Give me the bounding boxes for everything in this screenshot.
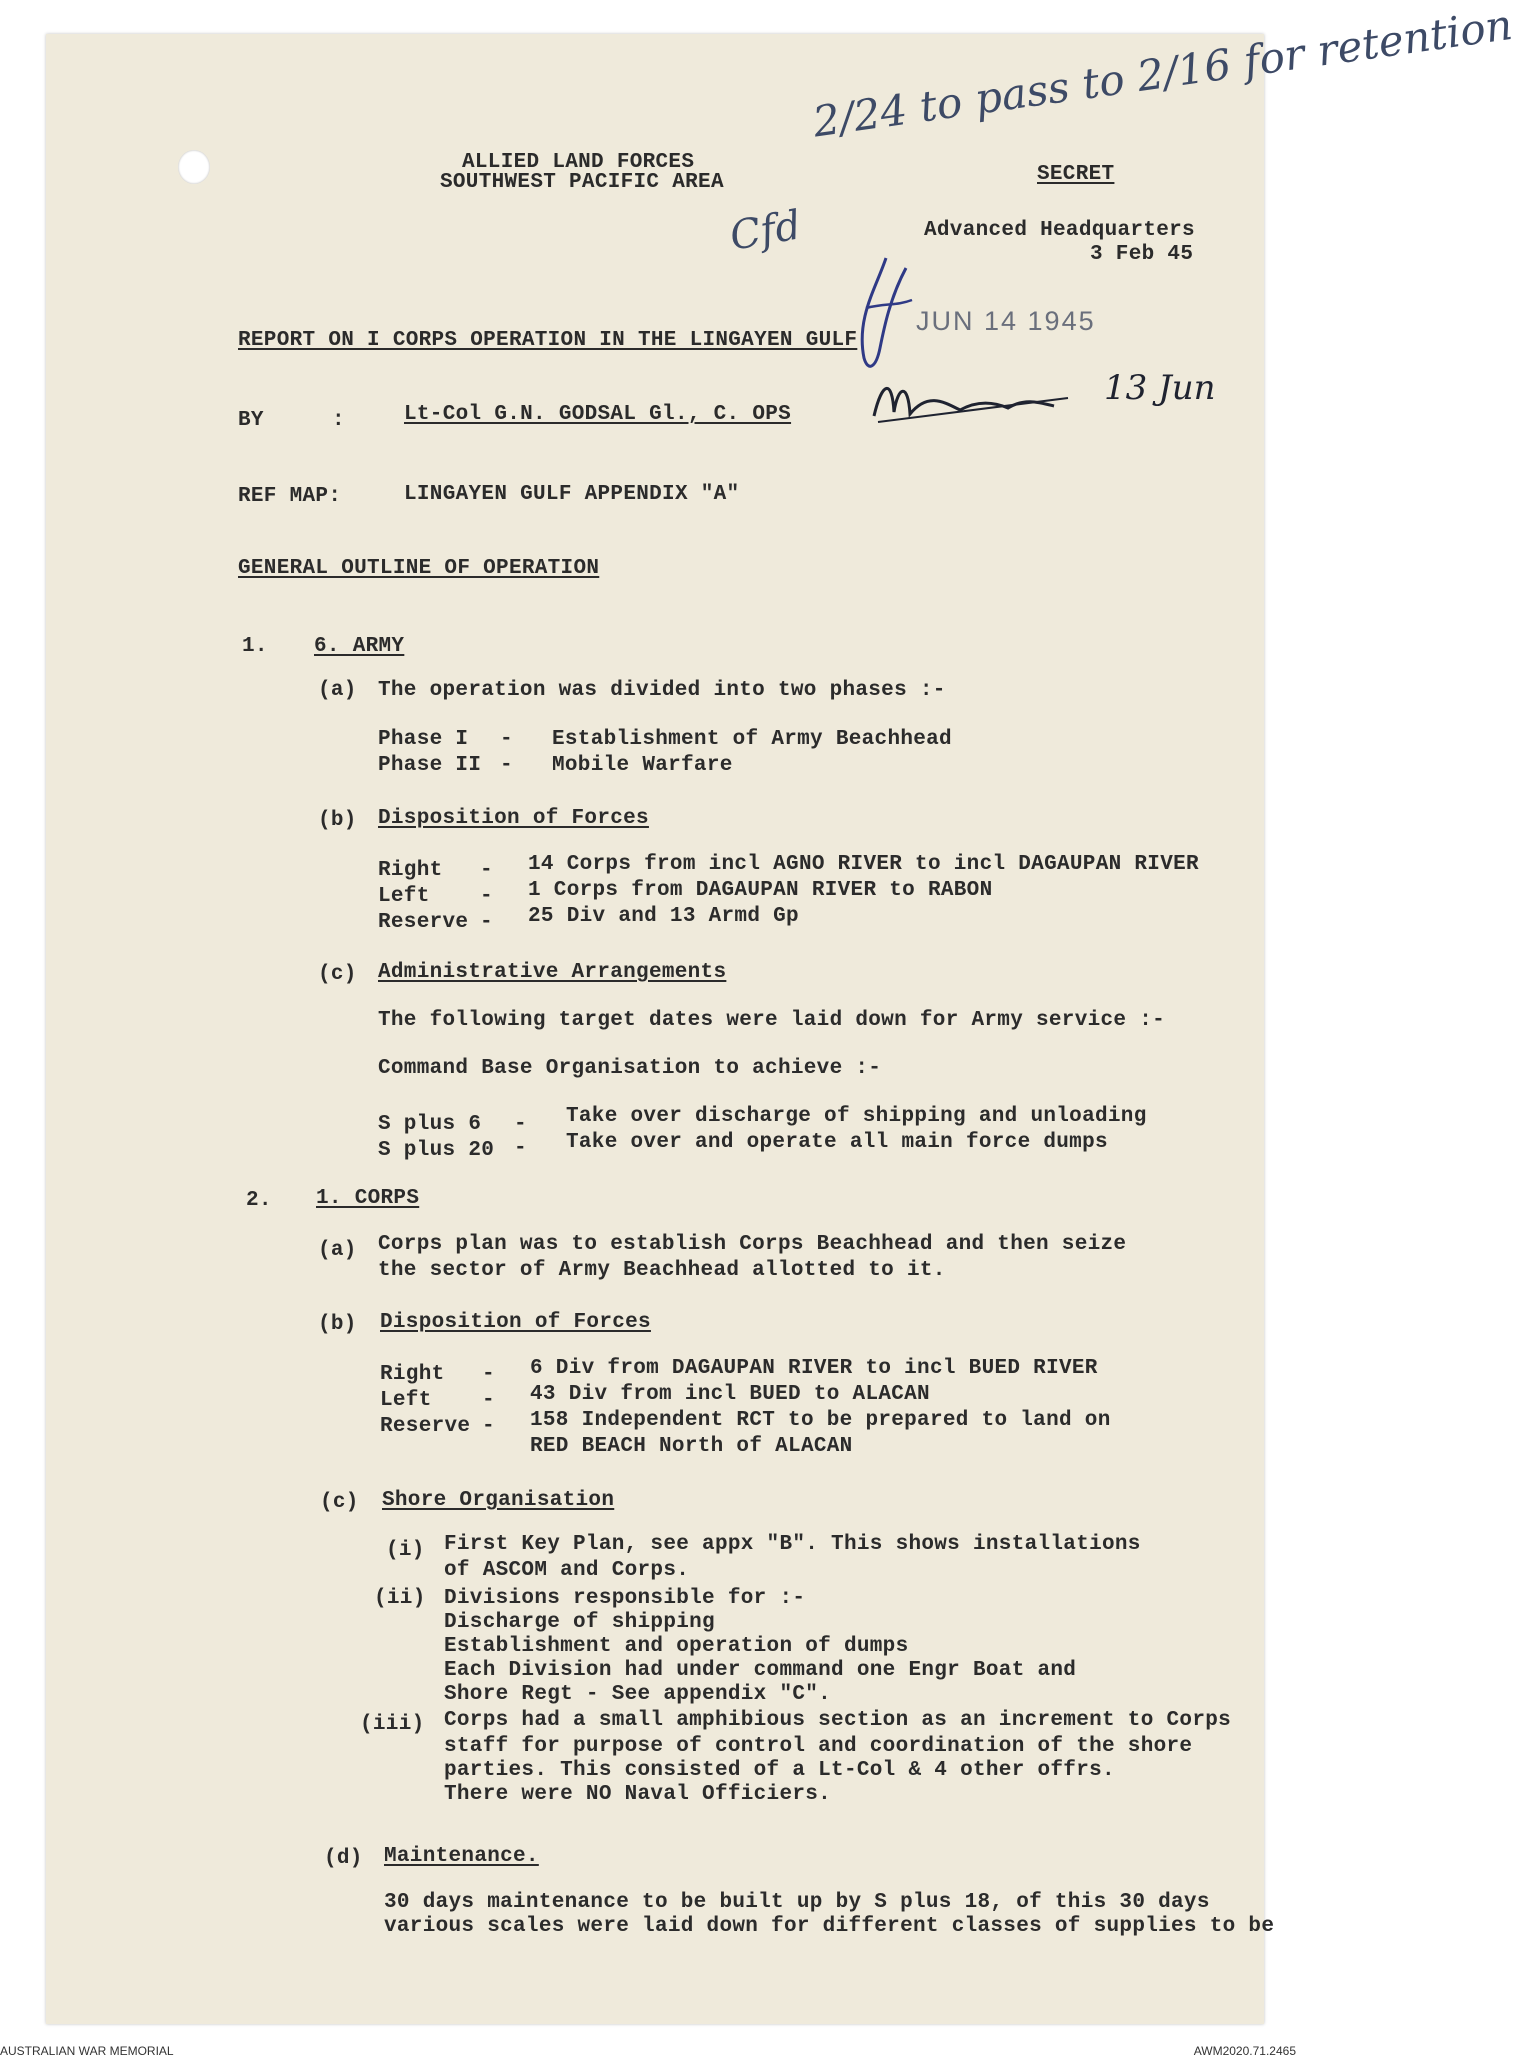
corps-right-dash: - (482, 1363, 495, 1386)
handwritten-initials: Cfd (726, 202, 805, 260)
phase-1-key: Phase I (378, 728, 469, 751)
received-date-stamp: JUN 14 1945 (916, 306, 1096, 336)
general-outline-heading: GENERAL OUTLINE OF OPERATION (238, 557, 600, 580)
section-2-heading: 1. CORPS (316, 1187, 420, 1210)
shore-item-3-line2: staff for purpose of control and coordination of the shore (444, 1735, 1193, 1758)
punch-hole (178, 150, 210, 184)
corps-reserve-value: 158 Independent RCT to be prepared to land on (530, 1409, 1111, 1432)
shore-item-3-line3: parties. This consisted of a Lt-Col & 4 other offrs. (444, 1759, 1115, 1782)
sec2-d-line1: 30 days maintenance to be built up by S plus 18, of this 30 days (384, 1891, 1210, 1914)
sec2-c-heading: Shore Organisation (382, 1489, 615, 1512)
army-reserve-value: 25 Div and 13 Armd Gp (528, 905, 799, 928)
sec2-b-heading: Disposition of Forces (380, 1311, 651, 1334)
sec1-c-line2: Command Base Organisation to achieve :- (378, 1057, 882, 1080)
phase-1-dash: - (500, 728, 513, 751)
corps-right-value: 6 Div from DAGAUPAN RIVER to incl BUED RIVER (530, 1357, 1098, 1380)
shore-item-2-num: (ii) (374, 1587, 426, 1610)
handwritten-note: 2/24 to pass to 2/16 for retention (810, 0, 1515, 147)
army-left-key: Left (378, 885, 430, 908)
ref-map-label: REF MAP: (238, 485, 342, 508)
corps-right-key: Right (380, 1363, 445, 1386)
army-right-value: 14 Corps from incl AGNO RIVER to incl DAGAUPAN RIVER (528, 853, 1199, 876)
sec1-b-heading: Disposition of Forces (378, 807, 649, 830)
shore-item-2-line4: Each Division had under command one Engr Boat and (444, 1659, 1077, 1682)
ref-map-value: LINGAYEN GULF APPENDIX "A" (404, 483, 740, 506)
hq-location: Advanced Headquarters (924, 219, 1195, 242)
sec2-c-label: (c) (320, 1491, 359, 1514)
army-reserve-dash: - (480, 911, 493, 934)
signature-date: 13 Jun (1104, 368, 1216, 408)
sec1-b-label: (b) (318, 809, 357, 832)
pen-mark-icon (846, 248, 926, 378)
footer-reference: AWM2020.71.2465 (1193, 2044, 1296, 2058)
signature-icon (868, 372, 1108, 432)
army-left-value: 1 Corps from DAGAUPAN RIVER to RABON (528, 879, 993, 902)
org-line-1: ALLIED LAND FORCES (462, 151, 695, 174)
shore-item-2-line5: Shore Regt - See appendix "C". (444, 1683, 832, 1706)
section-1-heading: 6. ARMY (314, 635, 405, 658)
sec1-c-heading: Administrative Arrangements (378, 961, 727, 984)
by-label: BY (238, 409, 264, 432)
section-2-number: 2. (246, 1189, 272, 1212)
target-1-value: Take over discharge of shipping and unloading (566, 1105, 1147, 1128)
army-reserve-key: Reserve (378, 911, 469, 934)
sec1-a-label: (a) (318, 679, 357, 702)
sec1-c-label: (c) (318, 963, 357, 986)
target-1-dash: - (514, 1113, 527, 1136)
target-1-key: S plus 6 (378, 1113, 482, 1136)
classification: SECRET (1037, 163, 1115, 186)
by-separator: : (332, 409, 345, 432)
shore-item-3-line1: Corps had a small amphibious section as an increment to Corps (444, 1709, 1232, 1732)
army-left-dash: - (480, 885, 493, 908)
section-1-number: 1. (242, 635, 268, 658)
sec2-a-line1: Corps plan was to establish Corps Beachhead and then seize (378, 1233, 1127, 1256)
corps-reserve-dash: - (482, 1415, 495, 1438)
phase-2-dash: - (500, 754, 513, 777)
sec2-d-heading: Maintenance. (384, 1845, 539, 1868)
sec2-a-line2: the sector of Army Beachhead allotted to it. (378, 1259, 946, 1282)
shore-item-1-line1: First Key Plan, see appx "B". This shows installations (444, 1533, 1141, 1556)
shore-item-3-num: (iii) (360, 1713, 425, 1736)
target-2-key: S plus 20 (378, 1139, 495, 1162)
phase-1-value: Establishment of Army Beachhead (552, 728, 952, 751)
org-line-2: SOUTHWEST PACIFIC AREA (440, 171, 724, 194)
sec2-d-label: (d) (324, 1847, 363, 1870)
shore-item-2-line1: Divisions responsible for :- (444, 1587, 806, 1610)
corps-reserve-cont: RED BEACH North of ALACAN (530, 1435, 853, 1458)
corps-left-value: 43 Div from incl BUED to ALACAN (530, 1383, 930, 1406)
sec1-c-line1: The following target dates were laid down for Army service :- (378, 1009, 1166, 1032)
phase-2-key: Phase II (378, 754, 482, 777)
target-2-dash: - (514, 1137, 527, 1160)
target-2-value: Take over and operate all main force dumps (566, 1131, 1108, 1154)
sec2-b-label: (b) (318, 1313, 357, 1336)
shore-item-2-line2: Discharge of shipping (444, 1611, 715, 1634)
phase-2-value: Mobile Warfare (552, 754, 733, 777)
shore-item-1-line2: of ASCOM and Corps. (444, 1559, 690, 1582)
author: Lt-Col G.N. GODSAL Gl., C. OPS (404, 403, 792, 426)
sec1-a-text: The operation was divided into two phases :- (378, 679, 946, 702)
sec2-d-line2: various scales were laid down for different classes of supplies to be (384, 1915, 1275, 1938)
corps-reserve-key: Reserve (380, 1415, 471, 1438)
shore-item-3-line4: There were NO Naval Officiers. (444, 1783, 832, 1806)
corps-left-key: Left (380, 1389, 432, 1412)
army-right-key: Right (378, 859, 443, 882)
document-date: 3 Feb 45 (1090, 243, 1194, 266)
army-right-dash: - (480, 859, 493, 882)
corps-left-dash: - (482, 1389, 495, 1412)
shore-item-1-num: (i) (386, 1539, 425, 1562)
sec2-a-label: (a) (318, 1239, 357, 1262)
footer-archive: AUSTRALIAN WAR MEMORIAL (0, 2044, 174, 2058)
report-title: REPORT ON I CORPS OPERATION IN THE LINGAYEN GULF (238, 329, 858, 352)
shore-item-2-line3: Establishment and operation of dumps (444, 1635, 909, 1658)
